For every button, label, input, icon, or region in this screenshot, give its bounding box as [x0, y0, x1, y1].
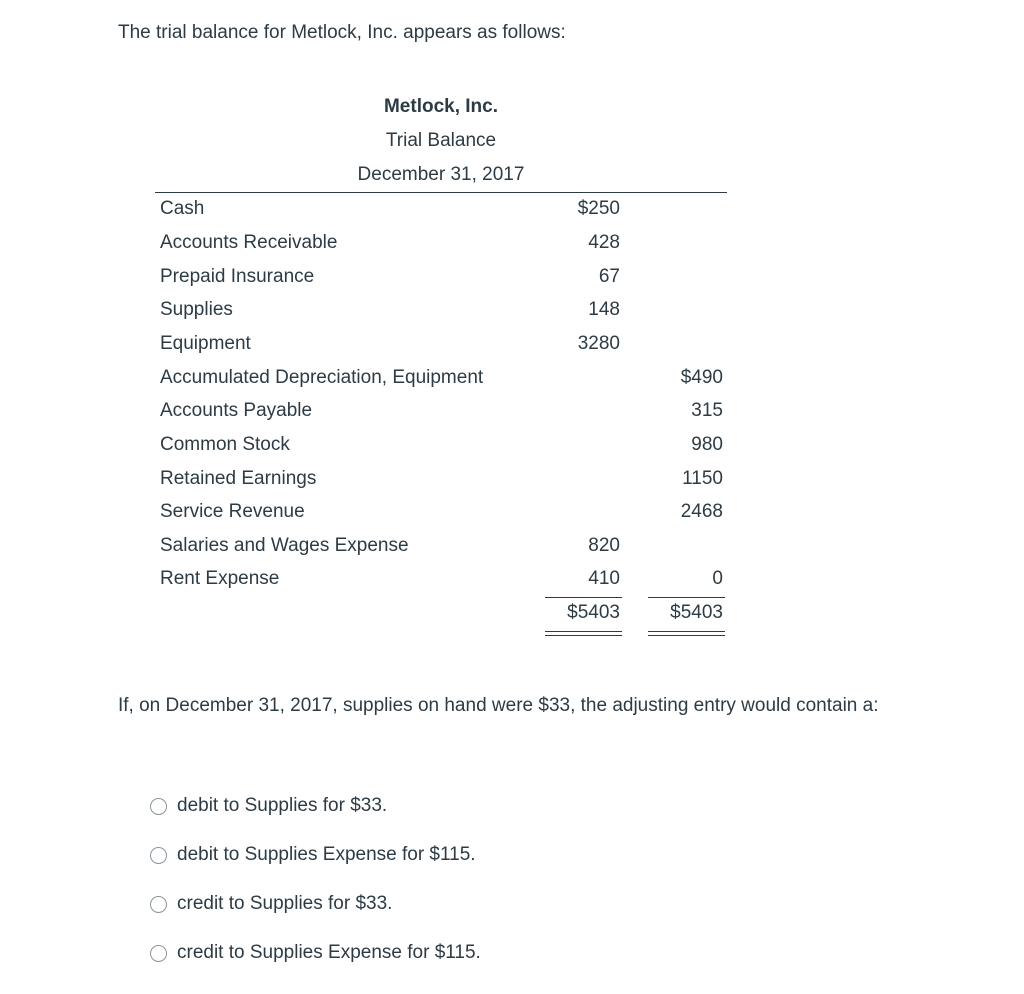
radio-button[interactable]	[150, 896, 167, 913]
option-label: credit to Supplies Expense for $115.	[177, 942, 481, 963]
account-name: Salaries and Wages Expense	[160, 535, 409, 556]
credit-amount: 1150	[682, 468, 723, 489]
account-name: Rent Expense	[160, 568, 280, 589]
table-row	[0, 333, 1024, 361]
account-name: Equipment	[160, 333, 251, 354]
statement-title: Trial Balance	[385, 130, 497, 151]
debit-amount: 410	[588, 568, 620, 589]
table-row	[0, 198, 1024, 226]
credit-subtotal-rule	[648, 597, 725, 598]
debit-amount: 148	[588, 299, 620, 320]
question-text: If, on December 31, 2017, supplies on hand were $33, the adjusting entry would contain a:	[118, 695, 879, 716]
table-row	[0, 400, 1024, 428]
option-label: debit to Supplies Expense for $115.	[177, 844, 476, 865]
account-name: Common Stock	[160, 434, 290, 455]
debit-total-double-rule	[545, 631, 622, 636]
debit-amount: 428	[588, 232, 620, 253]
credit-amount: 0	[712, 568, 723, 589]
debit-amount: 3280	[577, 333, 620, 354]
debit-total: $5403	[567, 602, 620, 623]
account-name: Cash	[160, 198, 205, 219]
account-name: Prepaid Insurance	[160, 266, 315, 287]
table-row	[0, 535, 1024, 563]
table-row	[0, 468, 1024, 496]
statement-date: December 31, 2017	[357, 164, 525, 185]
debit-amount: 67	[598, 266, 620, 287]
table-row	[0, 568, 1024, 596]
credit-total: $5403	[670, 602, 723, 623]
credit-total-double-rule	[648, 631, 725, 636]
answer-option[interactable]	[150, 794, 387, 818]
answer-option[interactable]	[150, 892, 392, 916]
table-row	[0, 266, 1024, 294]
answer-option[interactable]	[150, 941, 481, 965]
table-row	[0, 501, 1024, 529]
table-row	[0, 232, 1024, 260]
debit-amount: 820	[588, 535, 620, 556]
debit-subtotal-rule	[545, 597, 622, 598]
intro-text: The trial balance for Metlock, Inc. appears as follows:	[118, 22, 566, 43]
account-name: Accounts Receivable	[160, 232, 338, 253]
answer-option[interactable]	[150, 843, 476, 867]
account-name: Accounts Payable	[160, 400, 313, 421]
header-rule	[155, 192, 727, 193]
option-label: credit to Supplies for $33.	[177, 893, 393, 914]
debit-amount: $250	[577, 198, 620, 219]
credit-amount: $490	[680, 367, 723, 388]
credit-amount: 980	[691, 434, 723, 455]
company-name: Metlock, Inc.	[383, 96, 499, 117]
credit-amount: 2468	[680, 501, 723, 522]
table-row	[0, 367, 1024, 395]
account-name: Supplies	[160, 299, 233, 320]
radio-button[interactable]	[150, 798, 167, 815]
totals-row	[0, 602, 1024, 630]
account-name: Retained Earnings	[160, 468, 317, 489]
table-row	[0, 299, 1024, 327]
table-row	[0, 434, 1024, 462]
radio-button[interactable]	[150, 945, 167, 962]
radio-button[interactable]	[150, 847, 167, 864]
account-name: Service Revenue	[160, 501, 305, 522]
credit-amount: 315	[691, 400, 723, 421]
account-name: Accumulated Depreciation, Equipment	[160, 367, 484, 388]
option-label: debit to Supplies for $33.	[177, 795, 388, 816]
